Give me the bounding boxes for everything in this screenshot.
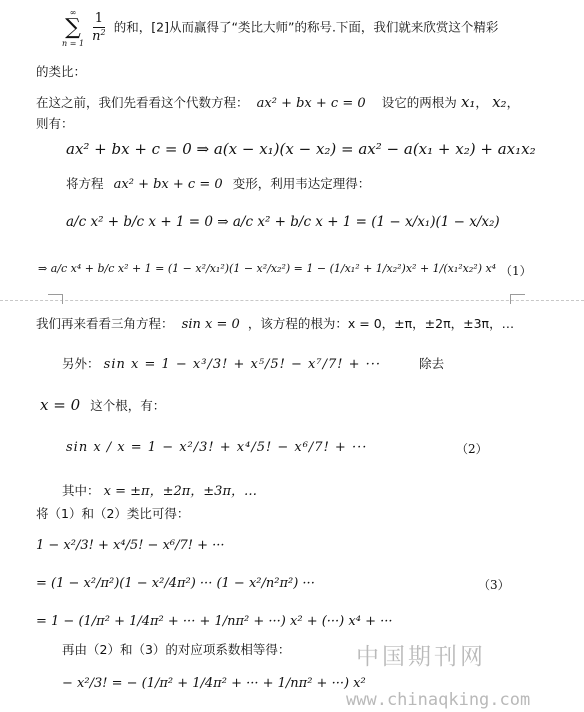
trig-equation-line: 我们再来看看三角方程： sin x = 0 ，该方程的根为：x = 0，±π，±2π，±3π，… [36,316,515,332]
equation-3-label: （3） [478,578,510,592]
then-label: 则有： [36,116,74,131]
equation-1: ⇒ a/c x⁴ + b/c x² + 1 = (1 − x²/x₁²)(1 − x²/x₂²) = 1 − (1/x₁² + 1/x₂²)x² + 1/(x₁²x₂²) x⁴ [38,262,497,275]
final-equation: − x²/3! = − (1/π² + 1/4π² + ··· + 1/nπ² + ···) x² [62,676,366,691]
watermark-chinese: 中国期刊网 [356,644,486,670]
equation-2-label: （2） [456,442,488,456]
intro-text-2: 的类比： [36,64,87,79]
equation-3-line-c: = 1 − (1/π² + 1/4π² + ··· + 1/nπ² + ···) x² + (···) x⁴ + ··· [36,614,393,629]
algebra-equation-line: 在这之前，我们先看看这个代数方程： ax² + bx + c = 0 设它的两根为 x₁， x₂， [36,93,520,111]
equation-3-line-a: 1 − x²/3! + x⁴/5! − x⁶/7! + ··· [36,538,225,553]
page-corner-mark-left [48,294,63,304]
equation-2: sin x / x = 1 − x²/3! + x⁴/5! − x⁶/7! + ··· [66,440,368,455]
sum-sigma: ∑ [65,15,81,40]
page-divider [0,300,584,301]
page-corner-mark-right [510,294,525,304]
quadratic-equation: ax² + bx + c = 0 [256,96,366,111]
where-line: 其中： x = ±π，±2π，±3π，… [62,483,257,499]
equation-1-label: （1） [500,264,532,278]
series-term-fraction: $\frac{1}{n^2}$ [92,10,106,44]
vieta-intro: 将方程 ax² + bx + c = 0 变形，利用韦达定理得： [66,176,371,192]
factor-equation: ax² + bx + c = 0 ⇒ a(x − x₁)(x − x₂) = ax² − a(x₁ + x₂) + ax₁x₂ [66,140,536,158]
series-sum-line [62,8,498,52]
sine-series-line: 另外： sin x = 1 − x³/3! + x⁵/5! − x⁷/7! + ··· 除去 [62,356,445,372]
sum-lower-limit: n = 1 [62,39,85,48]
vieta-equation: a/c x² + b/c x + 1 = 0 ⇒ a/c x² + b/c x + 1 = (1 − x/x₁)(1 − x/x₂) [66,214,500,230]
sum-upper-limit: ∞ [69,8,77,17]
coefficient-intro: 再由（2）和（3）的对应项系数相等得： [62,642,291,657]
equation-3-line-b: = (1 − x²/π²)(1 − x²/4π²) ··· (1 − x²/n²π²) ··· [36,576,315,591]
analogy-intro: 将（1）和（2）类比可得： [36,506,190,521]
intro-text-1: 的和，[2]从而赢得了“类比大师”的称号.下面，我们就来欣赏这个精彩 [113,19,499,35]
root-removal-line: x = 0 这个根，有： [40,396,166,414]
watermark-url: www.chinaqking.com [346,690,531,710]
